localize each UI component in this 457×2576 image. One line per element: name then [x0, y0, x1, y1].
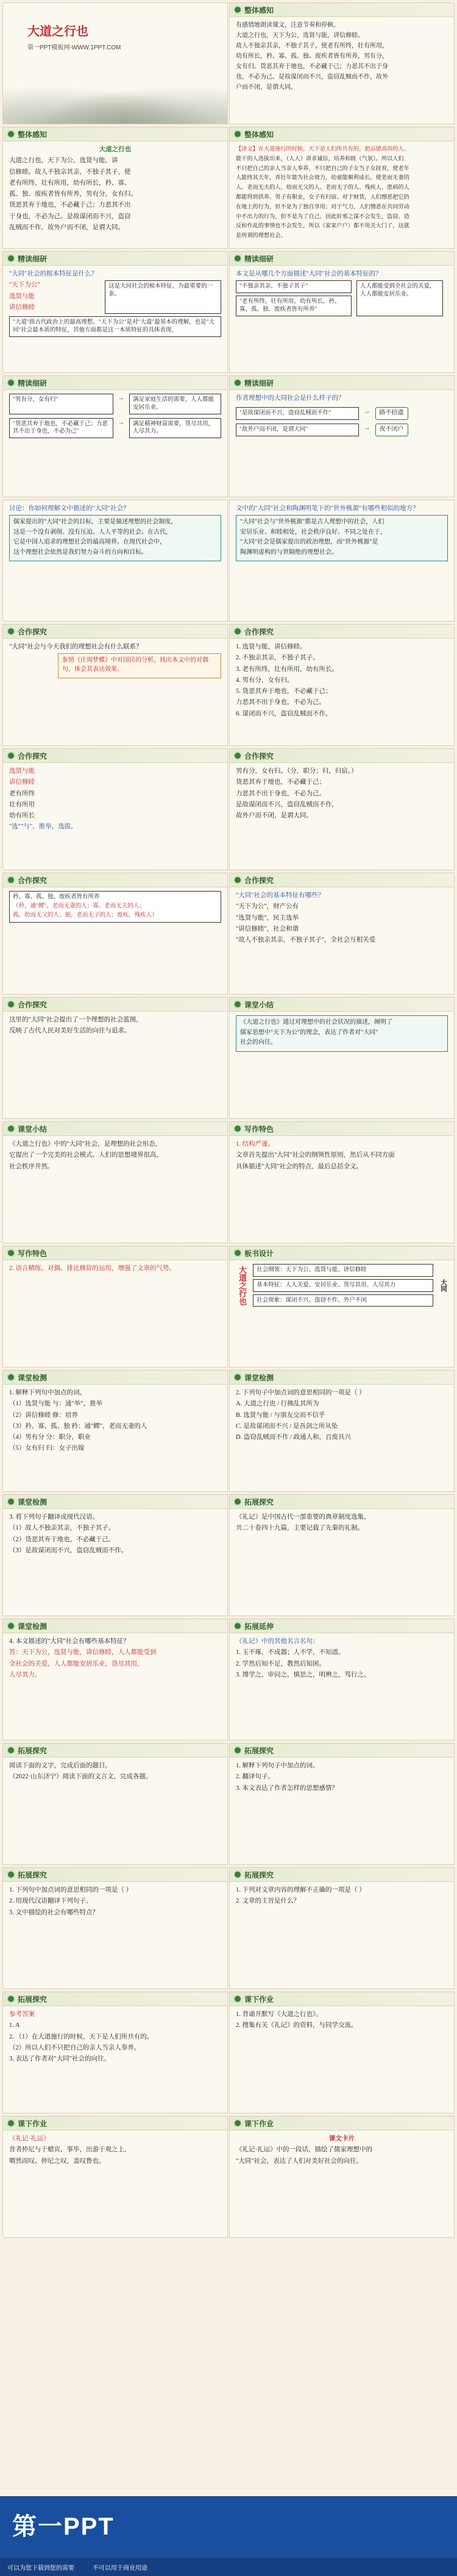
- question: 本文是从哪几个方面描述"大同"社会的基本特征的？: [236, 271, 382, 277]
- line: 孤，幼而无父的人；独，老而无子的人；废疾，残疾人）: [13, 912, 158, 918]
- bullet-icon: [235, 1747, 241, 1753]
- cover-slide[interactable]: [2, 2, 228, 124]
- slide-title: 拓展探究: [244, 1746, 274, 1755]
- bullet-icon: [8, 131, 14, 137]
- bullet-icon: [8, 1499, 14, 1505]
- line: 1. 下列句中加点词的意思相同的一项是（ ）: [9, 1887, 133, 1893]
- line: 6. 谋闭而不兴，盗窃乱贼而不作。: [236, 710, 332, 717]
- branch: 基本特征：人人关爱、安居乐业、货尽其用、人尽其力: [253, 1279, 433, 1292]
- line: 《礼记·礼运》中的一段话，描绘了儒家理想中的: [236, 2146, 372, 2154]
- slide-s32[interactable]: [229, 1867, 455, 1989]
- slide-s31[interactable]: [2, 1867, 228, 1989]
- note: 满足家庭生活的需要，人人都能安居乐业。: [129, 394, 221, 414]
- line: 这是一个没有剥削、没有压迫、人人平等的社会。在古代，: [13, 528, 172, 536]
- center-title: 大道之行也: [238, 1265, 247, 1305]
- line: C. 是故谋闭而不兴 / 是吾剑之所从坠: [236, 1422, 338, 1430]
- line: 参考答案: [9, 2011, 35, 2018]
- slide-title: 整体感知: [18, 130, 48, 139]
- slide-s29[interactable]: [2, 1743, 228, 1865]
- line: 矜、寡、孤、独、废疾者皆有所养: [13, 894, 100, 900]
- line: 人、老而无夫的人、幼而无父的人、老而无子的人、残疾人、患病的人: [236, 184, 409, 191]
- bullet-icon: [8, 1747, 14, 1753]
- line: 故人不独亲其亲，不独子其子，使老有所终，壮有所用，: [236, 43, 388, 49]
- line: 乱贼而不作，故外户而不闭，是谓大同。: [9, 224, 124, 231]
- slide-s23[interactable]: [2, 1370, 228, 1492]
- slide-s4[interactable]: [229, 127, 455, 249]
- slide-title: 合作探究: [244, 751, 274, 761]
- line: （3）是故谋闭而不兴，盗窃乱贼而不作。: [9, 1547, 128, 1554]
- line: 壮有所用: [9, 801, 35, 808]
- item: "不独亲其亲，不独子其子": [236, 280, 352, 293]
- line: 在地上的行为，但不是为了独自享用；对于气力，人们憎恶在共同劳动: [236, 203, 409, 210]
- item: 讲信修睦: [9, 303, 35, 311]
- slide-title: 整体感知: [244, 5, 274, 15]
- slide-s33[interactable]: [2, 1992, 228, 2113]
- line: 于身也，不必为己。是故谋闭而不兴，盗窃: [9, 213, 131, 220]
- slide-title: 拓展探究: [244, 1870, 274, 1879]
- slide-title: 课下作业: [244, 2119, 274, 2128]
- slide-s16[interactable]: [229, 873, 455, 995]
- line: 货恶其弃于地也，不必藏于己；力恶其不出: [9, 202, 131, 209]
- line: 陶渊明虚构的与世隔绝的理想社会。: [240, 548, 338, 556]
- note: "选""与"，推举，选拔。: [9, 823, 77, 831]
- line: 户而不闭，是谓大同。: [236, 84, 297, 91]
- line: 答：天下为公，选贤与能，讲信修睦，人人都能受到: [9, 1649, 157, 1656]
- line: 反和作乱的事情也不会发生，所以（家家户户）都不用关大门了，这就: [236, 222, 409, 229]
- slide-s25[interactable]: [2, 1494, 228, 1616]
- slide-title: 拓展探究: [18, 1870, 48, 1879]
- slide-s6[interactable]: [229, 251, 455, 373]
- bullet-icon: [8, 1374, 14, 1380]
- bullet-icon: [8, 255, 14, 261]
- line: 2. 搜集有关《礼记》的资料，与同学交流。: [236, 2022, 358, 2029]
- line: 信修睦。故人不独亲其亲，不独子其子，使: [9, 168, 131, 176]
- line: （1）故人不独亲其亲，不独子其子。: [9, 1525, 115, 1532]
- line: 2. 文章的主旨是什么？: [236, 1898, 300, 1905]
- slide-title: 写作特色: [244, 1124, 274, 1134]
- line: 反映了古代人民对美好生活的向往与追求。: [9, 1027, 131, 1035]
- item: "货恶其弃于地也，不必藏于己；力恶其不出于身也，不必为己": [9, 418, 113, 439]
- slide-s27[interactable]: [2, 1619, 228, 1740]
- end-label: 大同: [440, 1279, 447, 1292]
- line: 女有归。货恶其弃于地也，不必藏于己；力恶其不出于身: [236, 63, 388, 70]
- line: 2. 翻译句子。: [236, 1773, 274, 1781]
- slide-s15[interactable]: [2, 873, 228, 995]
- line: "大同"社会的基本特征有哪些？: [236, 892, 325, 899]
- line: 昔者仲尼与于蜡宾，事毕，出游于观之上，: [9, 2146, 131, 2154]
- bullet-icon: [8, 2120, 14, 2126]
- bullet-icon: [235, 1126, 241, 1132]
- line: 文章首先提出"大同"社会的纲领性原则，然后从不同方面: [236, 1152, 395, 1159]
- line: 《大道之行也》通过对理想中的社会状况的描述，阐明了: [240, 1019, 392, 1026]
- line: A. 大道之行也 / 行拂乱其所为: [236, 1400, 319, 1408]
- bullet-icon: [8, 380, 14, 386]
- slide-s19[interactable]: [2, 1121, 228, 1243]
- line: 它是中国人追求的理想社会的最高境界。在现代社会中，: [13, 539, 166, 546]
- bullet-icon: [235, 1623, 241, 1629]
- slide-title: 课堂检测: [244, 1373, 274, 1382]
- line: "大同"社会与今天我们的理想社会有什么联系？: [9, 644, 143, 650]
- bullet-icon: [8, 877, 14, 883]
- bullet-icon: [235, 628, 241, 634]
- item: "老有所终，壮有所用，幼有所长，矜、寡、孤、独、废疾者皆有所养": [236, 296, 352, 316]
- item: "是故谋闭而不兴，盗窃乱贼而不作": [236, 407, 359, 420]
- slide-title: 拓展探究: [18, 1746, 48, 1755]
- line: 儒家思想中"天下为公"的理念，表达了作者对"大同": [240, 1029, 378, 1036]
- footer-meta: [0, 2558, 457, 2576]
- slide-s20[interactable]: [229, 1121, 455, 1243]
- line: 1. A: [9, 2022, 20, 2029]
- note: 夜不闭户: [375, 424, 408, 436]
- line: 都能得到供养。男子有职业，女子有归宿。对于财货，人们憎恶把它扔: [236, 193, 409, 200]
- line: 人能终其天年，青壮年能为社会效力，幼童能顺利成长，使老而无妻的: [236, 174, 409, 181]
- bullet-icon: [235, 1250, 241, 1256]
- line: 这个理想社会依然是我们努力奋斗的方向和目标。: [13, 548, 147, 556]
- slide-s2[interactable]: [229, 2, 455, 124]
- bullet-icon: [8, 628, 14, 634]
- line: "大同"社会是儒家提出的政治理想，而"世外桃源"是: [240, 539, 378, 546]
- item: "故外户而不闭，是谓大同": [236, 424, 359, 436]
- bullet-icon: [235, 2120, 241, 2126]
- line: 4. 本文描述的"大同"社会有哪些基本特征？: [9, 1638, 130, 1645]
- slide-title: 合作探究: [18, 1000, 48, 1009]
- slide-title: 精读细研: [244, 378, 274, 388]
- bullet-icon: [235, 255, 241, 261]
- slide-title: 合作探究: [18, 751, 48, 761]
- arrow-right-icon: →: [364, 408, 370, 416]
- question: "大同"社会的根本特征是什么？: [9, 271, 98, 277]
- line: 2. 语言精练，对偶、排比修辞的运用，增强了文章的气势。: [9, 1265, 175, 1272]
- line: 是所谓的理想社会。: [236, 232, 286, 239]
- line: 力恶其不出于身也，不必为己。: [236, 699, 325, 706]
- slide-title: 课堂检测: [18, 1373, 48, 1382]
- line: 幼有所长: [9, 812, 35, 820]
- item: "天下为公": [9, 282, 40, 289]
- slide-s36[interactable]: [229, 2116, 455, 2238]
- bullet-icon: [235, 380, 241, 386]
- slide-title: 课堂检测: [18, 1622, 48, 1631]
- slide-title: 合作探究: [244, 876, 274, 885]
- slide-title: 精读细研: [18, 254, 48, 263]
- line: 3. 本文表达了作者怎样的思想感情？: [236, 1784, 338, 1792]
- line: 社会秩序井然。: [9, 1163, 54, 1170]
- slide-s5[interactable]: [2, 251, 228, 373]
- line: 5. 货恶其弃于地也，不必藏于己；: [236, 688, 332, 695]
- question: 作者理想中的大同社会是什么样子的？: [236, 395, 345, 402]
- line: 2. 用现代汉语翻译下列句子。: [9, 1898, 93, 1905]
- slide-title: 整体感知: [244, 130, 274, 139]
- line: 幼有所长，矜、寡、孤、独、废疾者皆有所养，男有分，: [236, 53, 388, 60]
- line: 力恶其不出于身也，不必为己。: [236, 790, 325, 797]
- bullet-icon: [8, 1001, 14, 1007]
- line: 不只把自己的亲人当亲人奉养，不只把自己的子女当子女抚育，使老年: [236, 165, 409, 171]
- slide-s26[interactable]: [229, 1494, 455, 1616]
- note: 路不拾遗: [375, 407, 408, 420]
- bullet-icon: [235, 1996, 241, 2002]
- line: 社会的向往。: [240, 1039, 277, 1046]
- line: 1. 选贤与能，讲信修睦。: [236, 644, 306, 650]
- line: 2. 不独亲其亲，不独子其子。: [236, 655, 319, 662]
- slide-title: 合作探究: [244, 627, 274, 636]
- line: 《礼记》是中国古代一部重要的典章制度选集，: [236, 1514, 370, 1520]
- slide-s30[interactable]: [229, 1743, 455, 1865]
- branch: 社会现象：谋闭不兴、盗窃不作、外户不闭: [253, 1294, 433, 1307]
- line: （1）选贤与能 与：通"举"，推举: [9, 1400, 102, 1408]
- bullet-icon: [8, 1126, 14, 1132]
- line: 3. 将下列句子翻译成现代汉语。: [9, 1514, 99, 1520]
- line: 老有所终: [9, 790, 35, 797]
- bullet-icon: [8, 753, 14, 759]
- question: 文中的"大同"社会和陶渊明笔下的"世外桃源"有哪些相似的地方？: [236, 505, 419, 512]
- line: 全社会的关爱，人人都能安居乐业，货尽其用，: [9, 1660, 144, 1667]
- slide-title: 课堂小结: [244, 1000, 274, 1009]
- line: 大道之行也，天下为公，选贤与能，讲: [9, 157, 118, 165]
- slide-s24[interactable]: [229, 1370, 455, 1492]
- site-footer: [0, 2496, 457, 2576]
- slide-s3[interactable]: [2, 127, 228, 249]
- bullet-icon: [235, 1499, 241, 1505]
- bullet-icon: [235, 1374, 241, 1380]
- note-box: 这是大同社会的根本特征，为最重要的一条。: [105, 280, 221, 314]
- footer-meta-item: 不可以用于商业用途: [93, 2564, 147, 2572]
- line: 儒家提出的"大同"社会的目标，主要是描述理想的社会制度，: [13, 519, 177, 526]
- line: 选贤与能: [9, 768, 35, 775]
- line: 孤、独、废疾者皆有所养，男有分，女有归。: [9, 191, 137, 198]
- line: （4）男有分 分：职分，职业: [9, 1434, 91, 1441]
- slide-s12[interactable]: [229, 624, 455, 746]
- line: 这里的"大同"社会提出了一个理想的社会蓝图，: [9, 1017, 143, 1023]
- bullet-icon: [235, 1872, 241, 1878]
- line: 《礼记》中的其他名言名句：: [236, 1638, 319, 1645]
- line: （2022·山东济宁）阅读下面的文言文，完成各题。: [9, 1773, 152, 1781]
- line: 2. 下列句子中加点词的意思相同的一项是（ ）: [236, 1389, 366, 1396]
- line: 喟然而叹。仲尼之叹，盖叹鲁也。: [9, 2157, 105, 2165]
- line: "讲信修睦"，社会和谐: [236, 925, 299, 932]
- bullet-icon: [235, 7, 241, 13]
- slide-s7[interactable]: [2, 375, 228, 497]
- line: 具体描述"大同"社会的特点，最后总括全文。: [236, 1163, 363, 1170]
- slide-s35[interactable]: [2, 2116, 228, 2238]
- slide-s18[interactable]: [229, 997, 455, 1119]
- item: 选贤与能: [9, 293, 35, 300]
- item: "男有分，女有归": [9, 394, 113, 414]
- slide-title: 精读细研: [244, 254, 274, 263]
- line: 1. 背诵并默写《大道之行也》。: [236, 2011, 322, 2018]
- bullet-icon: [8, 1996, 14, 2002]
- slide-s10[interactable]: [229, 500, 455, 622]
- line: "大同"社会，表达了人们对美好社会的向往。: [236, 2157, 363, 2165]
- slide-title: 合作探究: [18, 627, 48, 636]
- line: （2）货恶其弃于地也，不必藏于己。: [9, 1536, 115, 1543]
- line: （3）矜、寡、孤、独 矜：通"鳏"，老而无妻的人: [9, 1422, 147, 1430]
- question: 讨论：你如何理解文中描述的"大同"社会？: [9, 505, 130, 512]
- bullet-icon: [235, 753, 241, 759]
- slide-s13[interactable]: [2, 748, 228, 870]
- note-box: 人人都能受到全社会的关爱，人人都能安居乐业。: [356, 280, 443, 316]
- line: 共二十卷四十九篇，主要记载了先秦的礼制。: [236, 1525, 364, 1532]
- footer-meta-item: 可以为您下载到您的需要: [7, 2564, 74, 2572]
- line: （矜，通"鳏"，老而无妻的人；寡，老而无夫的人；: [13, 903, 145, 909]
- slide-s11[interactable]: [2, 624, 228, 746]
- line: "选贤与能"，民主选举: [236, 914, 299, 921]
- mountain-decoration: [3, 75, 227, 124]
- line: 《大道之行也》中的"大同"社会，是理想的社会形态，: [9, 1141, 162, 1148]
- line: D. 盗窃乱贼而不作 / 政通人和，百废具兴: [236, 1434, 351, 1441]
- footer-logo: [12, 2507, 115, 2542]
- slide-s8[interactable]: [229, 375, 455, 497]
- bullet-icon: [235, 131, 241, 137]
- cover-title: 大道之行也: [27, 25, 88, 38]
- line: 人尽其力。: [9, 1671, 41, 1678]
- line: （5）女有归 归：女子出嫁: [9, 1445, 85, 1452]
- line: 《礼记·礼运》: [9, 2135, 50, 2142]
- slide-title: 板书设计: [244, 1249, 274, 1258]
- line: 能干的人选拔出来，（人人）讲求诚信，培养和睦（气氛）。所以人们: [236, 155, 404, 161]
- cover-site: 第一PPT模板网-WWW.1PPT.COM: [27, 44, 121, 51]
- slide-bar: [230, 3, 454, 17]
- bullet-icon: [235, 877, 241, 883]
- heading: 课文卡片: [329, 2135, 355, 2142]
- line: 2. 学然后知不足，教然后知困。: [236, 1660, 325, 1667]
- footer-logo-text: 第一PPT: [12, 2513, 115, 2540]
- line: 参照《庄周梦蝶》中对国民的分析，找出本文中的对偶句，体会其表达效果。: [62, 657, 208, 673]
- line: B. 选贤与能 / 与朋友交而不信乎: [236, 1411, 325, 1419]
- bullet-icon: [8, 1250, 14, 1256]
- line: 2. （1）在大道施行的时候，天下是人们所共有的。: [9, 2033, 154, 2040]
- slide-title: 拓展探究: [18, 1995, 48, 2004]
- slide-title: 写作特色: [18, 1249, 48, 1258]
- line: 老有所终，壮有所用，幼有所长，矜、寡、: [9, 179, 131, 186]
- bullet-icon: [8, 1872, 14, 1878]
- line: 1. 解释下列句中加点的词。: [9, 1389, 86, 1396]
- arrow-right-icon: →: [118, 419, 125, 426]
- line: "大同"社会与"世外桃源"都是古人理想中的社会，人们: [240, 519, 384, 526]
- bullet-icon: [235, 1001, 241, 1007]
- slide-title: 课下作业: [244, 1995, 274, 2004]
- line: 是故谋闭而不兴，盗窃乱贼而不作，: [236, 801, 338, 808]
- slide-s14[interactable]: [229, 748, 455, 870]
- line: 1. 解释下列句子中加点的词。: [236, 1762, 319, 1769]
- slide-s28[interactable]: [229, 1619, 455, 1740]
- slide-title: 课堂检测: [18, 1497, 48, 1506]
- line: 阅读下面的文字，完成后面的题目。: [9, 1762, 112, 1769]
- slide-s9[interactable]: [2, 500, 228, 622]
- slide-title: 课堂小结: [18, 1124, 48, 1134]
- arrow-right-icon: →: [364, 425, 370, 432]
- line: 有感情地朗读课文，注意节奏和停顿。: [236, 22, 339, 29]
- line: 中不出力的行为，但不是为了自己。因此奸邪之谋不会发生，盗窃、造: [236, 213, 409, 219]
- line: 4. 男有分，女有归。: [236, 676, 294, 684]
- line: 大道之行也，天下为公，选贤与能，讲信修睦。: [236, 32, 364, 39]
- slide-title: 精读细研: [18, 378, 48, 388]
- slide-title: 合作探究: [18, 876, 48, 885]
- line: 男有分，女有归。（分，职分；归，归宿。）: [236, 768, 358, 775]
- explain-box: "大道"指古代政治上的最高理想。"天下为公"是对"大道"最基本的理解，也是"大同"社会最本质的特征，其他方面都是这一本质特征的具体表现，: [9, 316, 221, 337]
- line: （2）所以人们不只把自己的亲人当亲人奉养。: [9, 2044, 141, 2051]
- arrow-right-icon: →: [118, 395, 125, 402]
- line: 3. 表达了作者对"大同"社会的向往。: [9, 2056, 111, 2063]
- line: 3. 博学之，审问之，慎思之，明辨之，笃行之。: [236, 1671, 370, 1678]
- branch: 社会纲领：天下为公、选贤与能、讲信修睦: [253, 1264, 433, 1277]
- slide-title: 拓展探究: [244, 1497, 274, 1506]
- line: 货恶其弃于地也，不必藏于己；: [236, 779, 325, 786]
- line: "故人不独亲其亲，不独子其子"，全社会互相关爱: [236, 937, 376, 944]
- line: 它提出了一个完美的社会模式。人们的思想境界很高，: [9, 1152, 163, 1159]
- heading: 大道之行也: [99, 146, 132, 153]
- line: 也，不必为己。是故谋闭而不兴，盗窃乱贼而不作，故外: [236, 74, 388, 80]
- line: 1. 下列对文章内容的理解不正确的一项是（ ）: [236, 1887, 366, 1893]
- bullet-icon: [8, 1623, 14, 1629]
- line: 【译文】在大道施行的时候，天下是人们所共有的，把品德高尚的人、: [236, 146, 409, 152]
- line: （2）讲信修睦 修：培养: [9, 1411, 78, 1419]
- slide-s21[interactable]: [2, 1246, 228, 1368]
- slide-title: 课下作业: [18, 2119, 48, 2128]
- line: 1. 玉不琢，不成器；人不学，不知道。: [236, 1649, 345, 1656]
- slide-s17[interactable]: [2, 997, 228, 1119]
- line: 讲信修睦: [9, 779, 35, 786]
- line: 3. 老有所终，壮有所用，幼有所长。: [236, 665, 338, 673]
- line: 3. 文中描绘的社会有哪些特点？: [9, 1909, 99, 1916]
- line: 故外户而不闭，是谓大同。: [236, 812, 313, 820]
- slide-s22[interactable]: [229, 1246, 455, 1368]
- line: 1. 结构严谨。: [236, 1141, 274, 1148]
- line: 安居乐业、和睦相处，社会秩序良好。不同之处在于，: [240, 528, 386, 536]
- slide-title: 拓展延伸: [244, 1622, 274, 1631]
- line: "天下为公"，财产公有: [236, 903, 299, 910]
- slide-s34[interactable]: [229, 1992, 455, 2113]
- note: 满足精神财富需要，货尽其用，人尽其力。: [129, 418, 221, 439]
